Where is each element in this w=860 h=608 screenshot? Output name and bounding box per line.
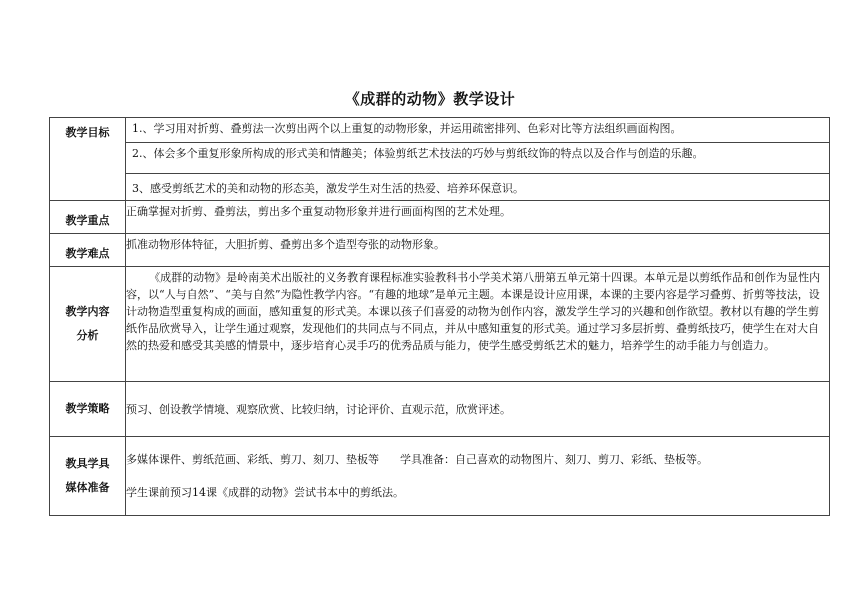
objectives-row bbox=[50, 118, 830, 201]
media-line-1: 多媒体课件、剪纸范画、彩纸、剪刀、刻刀、垫板等 学具准备：自己喜欢的动物图片、刻刀、剪刀、彩纸、垫板等。 bbox=[126, 453, 708, 466]
media-line-2: 学生课前预习14课《成群的动物》尝试书本中的剪纸法。 bbox=[126, 486, 404, 499]
objective-3: 3、感受剪纸艺术的美和动物的形态美，激发学生对生活的热爱、培养环保意识。 bbox=[126, 173, 829, 200]
strategy-label: 教学策略 bbox=[50, 382, 126, 437]
objectives-label: 教学目标 bbox=[50, 118, 126, 201]
key-points-label: 教学重点 bbox=[50, 201, 126, 234]
analysis-label bbox=[50, 267, 126, 382]
strategy-text: 预习、创设教学情境、观察欣赏、比较归纳，讨论评价、直观示范，欣赏评述。 bbox=[126, 382, 830, 437]
analysis-text: 《成群的动物》是岭南美术出版社的义务教育课程标准实验教科书小学美术第八册第五单元第十四课。本单元是以剪纸作品和创作为显性内容，以“人与自然”、“美与自然”为隐性教学内容。“有趣的地球”是单元主题。本课是设计应用课，本课的主要内容是学习叠剪、折剪等技法，设计动物造型重复构成的画面，感知重复的形式美。本课以孩子们喜爱的动物为创作内容，激发学生学习的兴趣和创作欲望。教材以有趣的学生剪纸作品欣赏导入，让学生通过观察，发现他们的共同点与不同点，并从中感知重复的形式美。通过学习多层折剪、叠剪纸技巧，使学生在对大自然的热爱和感受其美感的情景中，逐步培育心灵手巧的优秀品质与能力，使学生感受剪纸艺术的魅力，培养学生的动手能力与创造力。 bbox=[126, 271, 821, 352]
media-spacer bbox=[126, 468, 829, 484]
media-row bbox=[50, 437, 830, 516]
key-points-text: 正确掌握对折剪、叠剪法，剪出多个重复动物形象并进行画面构图的艺术处理。 bbox=[126, 201, 830, 234]
difficulties-text: 抓准动物形体特征，大胆折剪、叠剪出多个造型夸张的动物形象。 bbox=[126, 234, 830, 267]
media-cell bbox=[126, 437, 830, 516]
media-label-line2: 媒体准备 bbox=[65, 481, 110, 494]
analysis-label-line2: 分析 bbox=[76, 329, 99, 342]
analysis-row bbox=[50, 267, 830, 382]
page-title: 《成群的动物》教学设计 bbox=[344, 90, 516, 108]
media-label-line1: 教具学具 bbox=[65, 457, 110, 470]
analysis-cell bbox=[126, 267, 830, 382]
difficulties-row bbox=[50, 234, 830, 267]
media-label bbox=[50, 437, 126, 516]
difficulties-label: 教学难点 bbox=[50, 234, 126, 267]
key-points-row bbox=[50, 201, 830, 234]
objective-1: 1.、学习用对折剪、叠剪法一次剪出两个以上重复的动物形象，并运用疏密排列、色彩对比等方法组织画面构图。 bbox=[132, 122, 682, 135]
analysis-label-line1: 教学内容 bbox=[65, 305, 110, 318]
strategy-row bbox=[50, 382, 830, 437]
objective-2: 2.、体会多个重复形象所构成的形式美和情趣美；体验剪纸艺术技法的巧妙与剪纸纹饰的特点以及合作与创造的乐趣。 bbox=[126, 142, 829, 173]
lesson-plan-table bbox=[49, 117, 830, 516]
objectives-cell bbox=[126, 118, 830, 201]
